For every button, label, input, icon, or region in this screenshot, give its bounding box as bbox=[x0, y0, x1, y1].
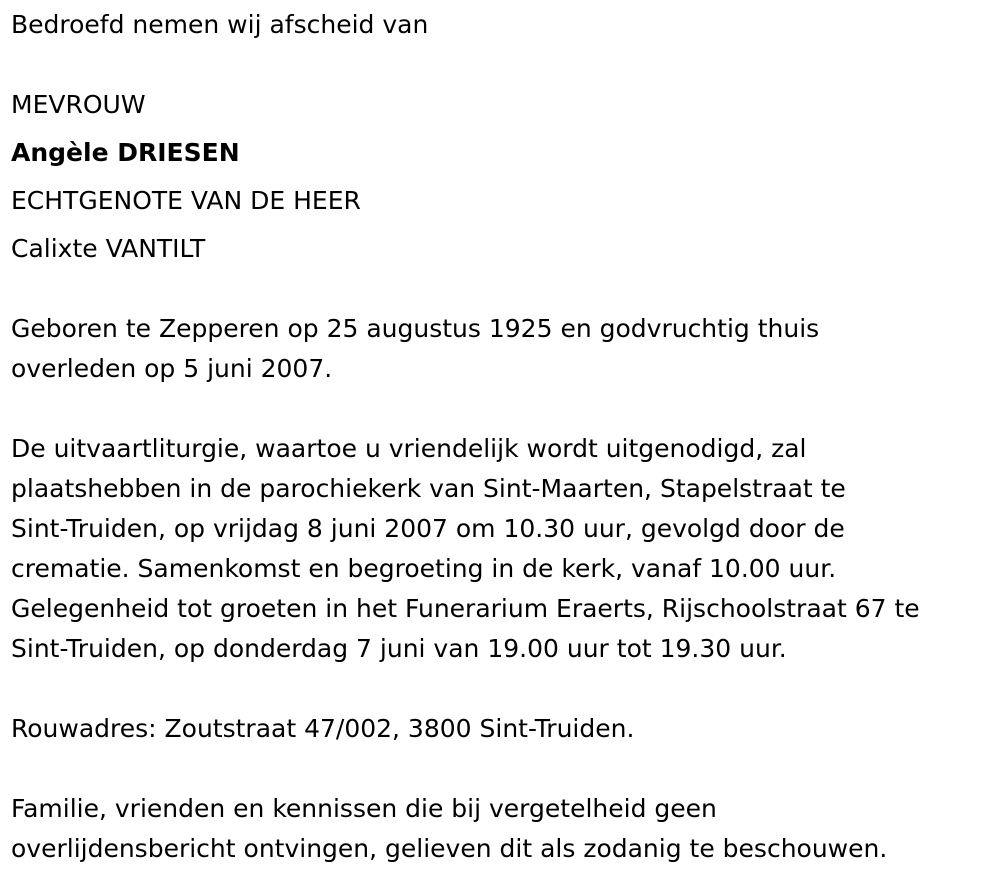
mourning-address: Rouwadres: Zoutstraat 47/002, 3800 Sint-Truiden. bbox=[11, 714, 635, 743]
closing-line-2: overlijdensbericht ontvingen, gelieven dit als zodanig te beschouwen. bbox=[11, 834, 888, 863]
funeral-line-6: Sint-Truiden, op donderdag 7 juni van 19.00 uur tot 19.30 uur. bbox=[11, 634, 787, 663]
closing-line-1: Familie, vrienden en kennissen die bij vergetelheid geen bbox=[11, 794, 717, 823]
funeral-line-5: Gelegenheid tot groeten in het Funerarium Eraerts, Rijschoolstraat 67 te bbox=[11, 594, 920, 623]
intro-text: Bedroefd nemen wij afscheid van bbox=[11, 10, 429, 39]
birth-line-2: overleden op 5 juni 2007. bbox=[11, 354, 333, 383]
honorific: MEVROUW bbox=[11, 90, 146, 119]
funeral-line-2: plaatshebben in de parochiekerk van Sint-Maarten, Stapelstraat te bbox=[11, 474, 846, 503]
birth-line-1: Geboren te Zepperen op 25 augustus 1925 en godvruchtig thuis bbox=[11, 314, 820, 343]
relation-text: ECHTGENOTE VAN DE HEER bbox=[11, 186, 361, 215]
funeral-line-3: Sint-Truiden, op vrijdag 8 juni 2007 om 10.30 uur, gevolgd door de bbox=[11, 514, 845, 543]
funeral-line-1: De uitvaartliturgie, waartoe u vriendelijk wordt uitgenodigd, zal bbox=[11, 434, 807, 463]
funeral-line-4: crematie. Samenkomst en begroeting in de kerk, vanaf 10.00 uur. bbox=[11, 554, 837, 583]
spouse-name: Calixte VANTILT bbox=[11, 234, 206, 263]
deceased-name: Angèle DRIESEN bbox=[11, 138, 240, 167]
